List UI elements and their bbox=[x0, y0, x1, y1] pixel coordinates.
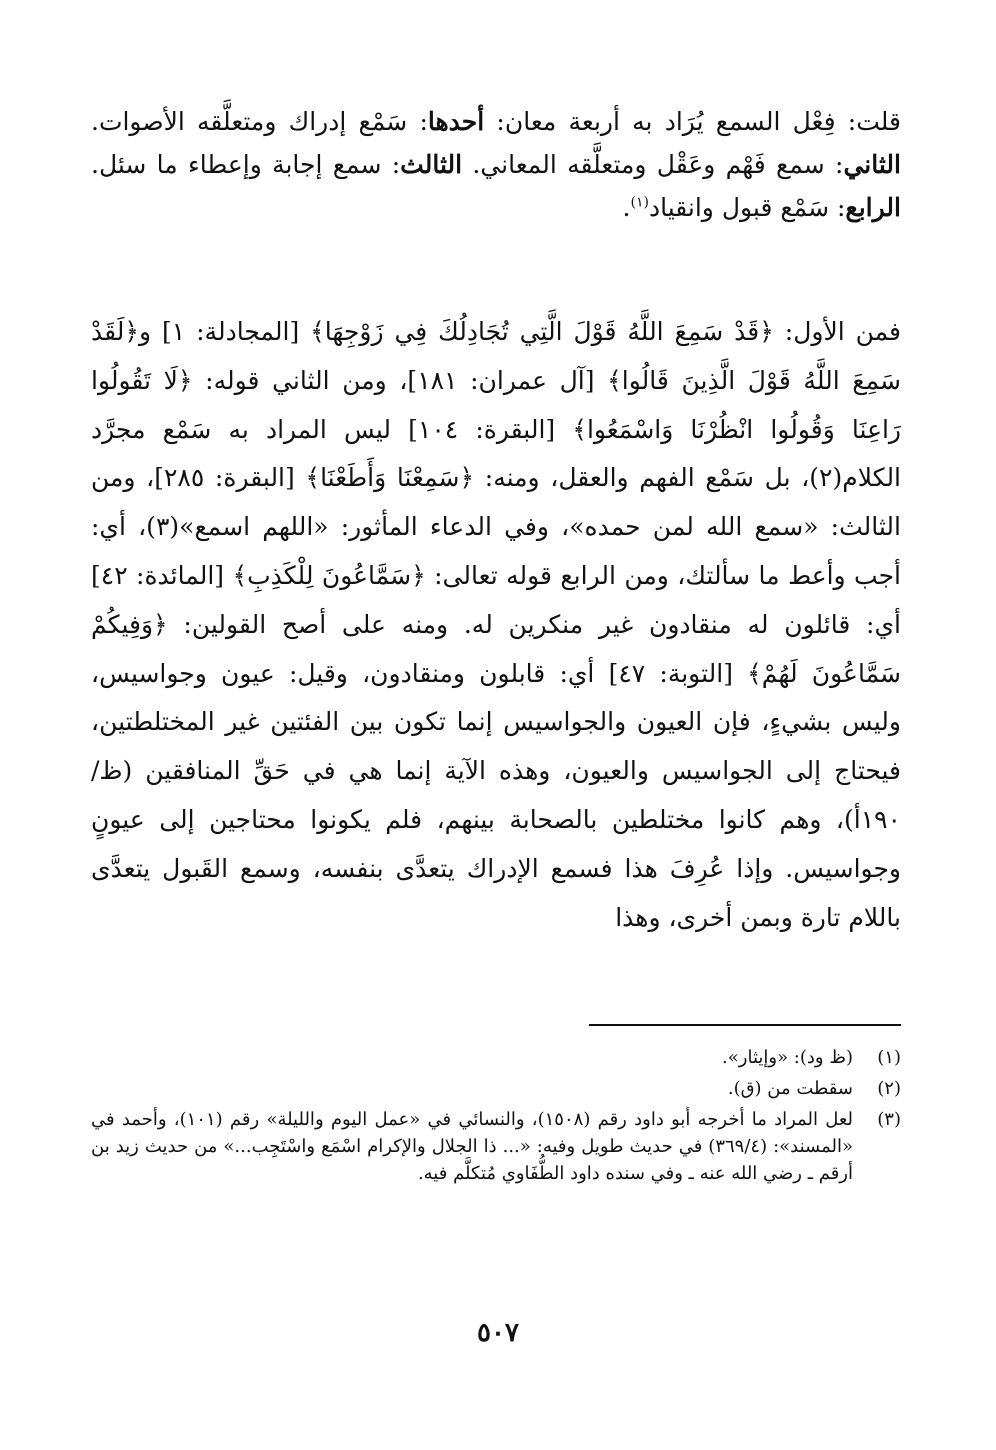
footnote-number: (١) bbox=[877, 1047, 901, 1068]
term-second: الثاني bbox=[843, 150, 901, 179]
paragraph-1-part-5: : سَمْع قبول وانقياد bbox=[648, 193, 846, 222]
paragraph-1-part-2: : سَمْع إدراك ومتعلَّقه الأصوات. bbox=[91, 107, 428, 136]
footnote-text: سقطت من (ق). bbox=[727, 1078, 853, 1099]
paragraph-1-part-3: : سمع فَهْم وعَقْل ومتعلَّقه المعاني. bbox=[462, 150, 844, 179]
term-third: الثالث bbox=[400, 150, 463, 179]
page-number: ٥٠٧ bbox=[477, 1318, 519, 1348]
paragraph-2: فمن الأول: ﴿قَدْ سَمِعَ اللَّهُ قَوْلَ الَّتِي تُجَادِلُكَ فِي زَوْجِهَا﴾ [المجادلة: ١] و﴿لَقَدْ سَمِعَ اللَّهُ قَوْلَ الَّذِينَ قَالُوا﴾ [آل عمران: ١٨١]، ومن الثاني قوله: ﴿لَا تَقُولُوا رَاعِنَا وَقُولُوا انْظُرْنَا وَاسْمَعُوا﴾ [البقرة: ١٠٤] ليس المراد به سَمْع مجرَّد الكلام(٢)، بل سَمْع الفهم والعقل، ومنه: ﴿سَمِعْنَا وَأَطَعْنَا﴾ [البقرة: ٢٨٥]، ومن الثالث: «سمع الله لمن حمده»، وفي الدعاء المأثور: «اللهم اسمع»(٣)، أي: أجب وأعط ما سألتك، ومن الرابع قوله تعالى: ﴿سَمَّاعُونَ لِلْكَذِبِ﴾ [المائدة: ٤٢] أي: قائلون له منقادون غير منكرين له. ومنه على أصح القولين: ﴿وَفِيكُمْ سَمَّاعُونَ لَهُمْ﴾ [التوبة: ٤٧] أي: قابلون ومنقادون، وقيل: عيون وجواسيس، وليس بشيءٍ، فإن العيون والجواسيس إنما تكون بين الفئتين غير المختلطتين، فيحتاج إلى الجواسيس والعيون، وهذه الآية إنما هي في حَقِّ المنافقين (ظ/١٩٠أ)، وهم كانوا مختلطين بالصحابة بينهم، فلم يكونوا محتاجين إلى عيونٍ وجواسيس. وإذا عُرِفَ هذا فسمع الإدراك يتعدَّى بنفسه، وسمع القَبول يتعدَّى باللام تارة وبمن أخرى، وهذا bbox=[91, 317, 902, 932]
footnote-reference: (١) bbox=[630, 194, 649, 211]
footnote-text: (ظ ود): «وإيثار». bbox=[722, 1047, 853, 1068]
footnote-separator bbox=[589, 1024, 901, 1026]
footnote bbox=[91, 1106, 901, 1187]
term-first: أحدها bbox=[427, 107, 485, 136]
paragraph-1-part-6: . bbox=[622, 193, 631, 222]
footnote bbox=[91, 1075, 901, 1102]
paragraph-1-part-1: قلت: فِعْل السمع يُرَاد به أربعة معان: bbox=[484, 107, 901, 136]
footnote-number: (٢) bbox=[877, 1078, 901, 1099]
footnote-number: (٣) bbox=[877, 1109, 901, 1130]
footnote bbox=[91, 1044, 901, 1071]
footnote-text: لعل المراد ما أخرجه أبو داود رقم (١٥٠٨)، والنسائي في «عمل اليوم والليلة» رقم (١٠١)، وأحمد في «المسند»: (٣٦٩/٤) في حديث طويل وفيه: «... ذا الجلال والإكرام اسْمَع واسْتَجِب...» من حديث زيد بن أرقم ـ رضي الله عنه ـ وفي سنده داود الطُّفَاوي مُتكلَّم فيه. bbox=[91, 1109, 854, 1184]
paragraph-1-part-4: : سمع إجابة وإعطاء ما سئل. bbox=[91, 150, 401, 179]
term-fourth: الرابع bbox=[845, 193, 901, 222]
paragraph-1 bbox=[91, 100, 901, 229]
footnotes bbox=[91, 1044, 901, 1191]
